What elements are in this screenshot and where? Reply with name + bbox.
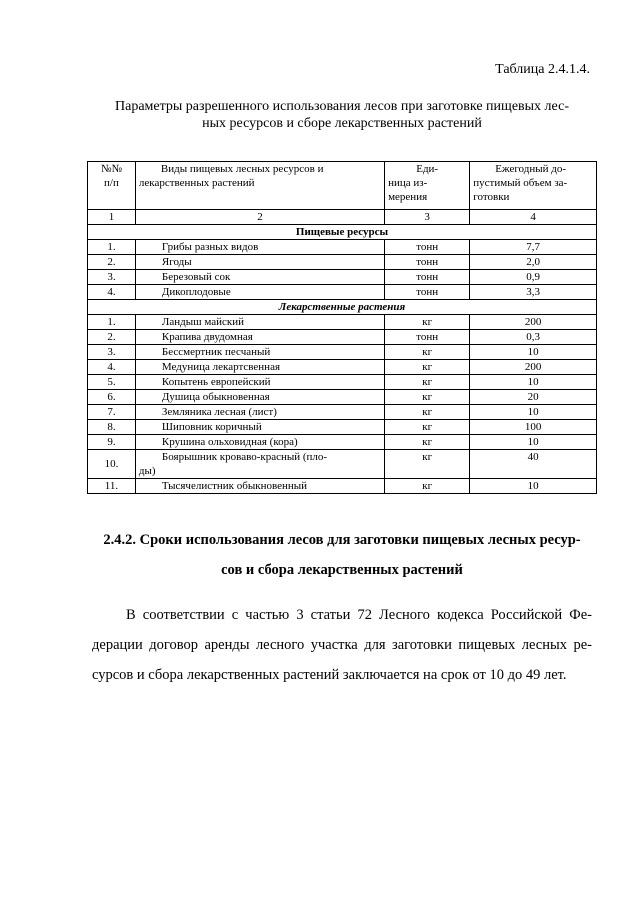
table-title bbox=[92, 98, 592, 132]
annual-volume: 3,3 bbox=[470, 285, 597, 300]
resource-name: Ягоды bbox=[135, 255, 384, 270]
unit: тонн bbox=[385, 255, 470, 270]
annual-volume: 10 bbox=[470, 405, 597, 420]
unit: кг bbox=[385, 345, 470, 360]
table-row bbox=[88, 255, 597, 270]
header-text: пустимый объем за- bbox=[473, 177, 568, 189]
resource-name: Копытень европейский bbox=[135, 375, 384, 390]
header-num bbox=[88, 162, 136, 210]
resource-name: Земляника лесная (лист) bbox=[135, 405, 384, 420]
table-row bbox=[88, 345, 597, 360]
resource-name: Грибы разных видов bbox=[135, 240, 384, 255]
row-number: 4. bbox=[88, 285, 136, 300]
section-heading bbox=[92, 525, 592, 585]
annual-volume: 10 bbox=[470, 375, 597, 390]
section-heading-line: 2.4.2. Сроки использования лесов для заготовки пищевых лесных ресур- bbox=[103, 532, 581, 548]
header-name bbox=[135, 162, 384, 210]
header-unit bbox=[385, 162, 470, 210]
resource-name: Крушина ольховидная (кора) bbox=[135, 435, 384, 450]
table-header-row bbox=[88, 162, 597, 210]
resource-name: Шиповник коричный bbox=[135, 420, 384, 435]
annual-volume: 2,0 bbox=[470, 255, 597, 270]
annual-volume: 100 bbox=[470, 420, 597, 435]
unit: кг bbox=[385, 390, 470, 405]
unit: кг bbox=[385, 435, 470, 450]
resource-name: Душица обыкновенная bbox=[135, 390, 384, 405]
table-title-line: Параметры разрешенного использования лесов при заготовке пищевых лес- bbox=[115, 99, 569, 114]
header-text: №№ bbox=[100, 163, 122, 175]
row-number: 10. bbox=[88, 450, 136, 479]
unit: кг bbox=[385, 315, 470, 330]
row-number: 5. bbox=[88, 375, 136, 390]
table-row bbox=[88, 450, 597, 479]
resource-name: Дикоплодовые bbox=[135, 285, 384, 300]
row-number: 11. bbox=[88, 479, 136, 494]
column-index: 1 bbox=[88, 210, 136, 225]
annual-volume: 200 bbox=[470, 360, 597, 375]
paragraph-line: сурсов и сбора лекарственных растений заключается на срок от 10 до 49 лет. bbox=[92, 667, 567, 683]
section-title: Лекарственные растения bbox=[88, 300, 597, 315]
unit: тонн bbox=[385, 270, 470, 285]
section-heading-line: сов и сбора лекарственных растений bbox=[221, 562, 463, 578]
resource-name: Бессмертник песчаный bbox=[135, 345, 384, 360]
unit: кг bbox=[385, 450, 470, 479]
header-text: Ежегодный до- bbox=[495, 163, 567, 175]
row-number: 2. bbox=[88, 330, 136, 345]
column-index: 2 bbox=[135, 210, 384, 225]
annual-volume: 0,9 bbox=[470, 270, 597, 285]
annual-volume: 200 bbox=[470, 315, 597, 330]
annual-volume: 10 bbox=[470, 435, 597, 450]
row-number: 3. bbox=[88, 345, 136, 360]
table-row bbox=[88, 390, 597, 405]
header-text: ница из- bbox=[388, 177, 428, 189]
resource-name: Березовый сок bbox=[135, 270, 384, 285]
header-text: готовки bbox=[473, 191, 510, 203]
paragraph-line: В соответствии с частью 3 статьи 72 Лесного кодекса Российской Фе- bbox=[126, 607, 592, 623]
parameters-table bbox=[87, 161, 597, 494]
resource-name: Тысячелистник обыкновенный bbox=[135, 479, 384, 494]
annual-volume: 10 bbox=[470, 479, 597, 494]
table-number: Таблица 2.4.1.4. bbox=[495, 62, 590, 77]
header-volume bbox=[470, 162, 597, 210]
resource-name: Медуница лекартсвенная bbox=[135, 360, 384, 375]
column-index: 4 bbox=[470, 210, 597, 225]
section-row bbox=[88, 225, 597, 240]
table-row bbox=[88, 240, 597, 255]
table-row bbox=[88, 270, 597, 285]
unit: кг bbox=[385, 420, 470, 435]
unit: тонн bbox=[385, 330, 470, 345]
unit: тонн bbox=[385, 285, 470, 300]
table-row bbox=[88, 375, 597, 390]
header-text: мерения bbox=[388, 191, 428, 203]
table-title-line: ных ресурсов и сборе лекарственных растений bbox=[202, 116, 482, 131]
table-row bbox=[88, 360, 597, 375]
unit: кг bbox=[385, 479, 470, 494]
table-row bbox=[88, 435, 597, 450]
table-row bbox=[88, 479, 597, 494]
table-row bbox=[88, 330, 597, 345]
header-text: Виды пищевых лесных ресурсов и bbox=[160, 163, 324, 175]
resource-name-line: ды) bbox=[138, 465, 156, 477]
resource-name bbox=[135, 450, 384, 479]
row-number: 7. bbox=[88, 405, 136, 420]
annual-volume: 10 bbox=[470, 345, 597, 360]
unit: кг bbox=[385, 405, 470, 420]
row-number: 1. bbox=[88, 240, 136, 255]
column-index: 3 bbox=[385, 210, 470, 225]
unit: кг bbox=[385, 360, 470, 375]
header-text: п/п bbox=[104, 177, 119, 189]
section-row bbox=[88, 300, 597, 315]
unit: тонн bbox=[385, 240, 470, 255]
column-index-row bbox=[88, 210, 597, 225]
header-text: лекарственных растений bbox=[138, 177, 255, 189]
paragraph-line: дерации договор аренды лесного участка для заготовки пищевых лесных ре- bbox=[92, 637, 592, 653]
table-row bbox=[88, 420, 597, 435]
row-number: 3. bbox=[88, 270, 136, 285]
unit: кг bbox=[385, 375, 470, 390]
table-row bbox=[88, 405, 597, 420]
resource-name-line: Боярышник кроваво-красный (пло- bbox=[161, 451, 328, 463]
resource-name: Крапива двудомная bbox=[135, 330, 384, 345]
row-number: 9. bbox=[88, 435, 136, 450]
annual-volume: 7,7 bbox=[470, 240, 597, 255]
annual-volume: 0,3 bbox=[470, 330, 597, 345]
header-text: Еди- bbox=[416, 163, 439, 175]
resource-name: Ландыш майский bbox=[135, 315, 384, 330]
annual-volume: 20 bbox=[470, 390, 597, 405]
row-number: 2. bbox=[88, 255, 136, 270]
section-title: Пищевые ресурсы bbox=[88, 225, 597, 240]
annual-volume: 40 bbox=[470, 450, 597, 479]
table-row bbox=[88, 315, 597, 330]
body-paragraph bbox=[92, 600, 592, 690]
row-number: 1. bbox=[88, 315, 136, 330]
row-number: 4. bbox=[88, 360, 136, 375]
row-number: 6. bbox=[88, 390, 136, 405]
row-number: 8. bbox=[88, 420, 136, 435]
table-row bbox=[88, 285, 597, 300]
